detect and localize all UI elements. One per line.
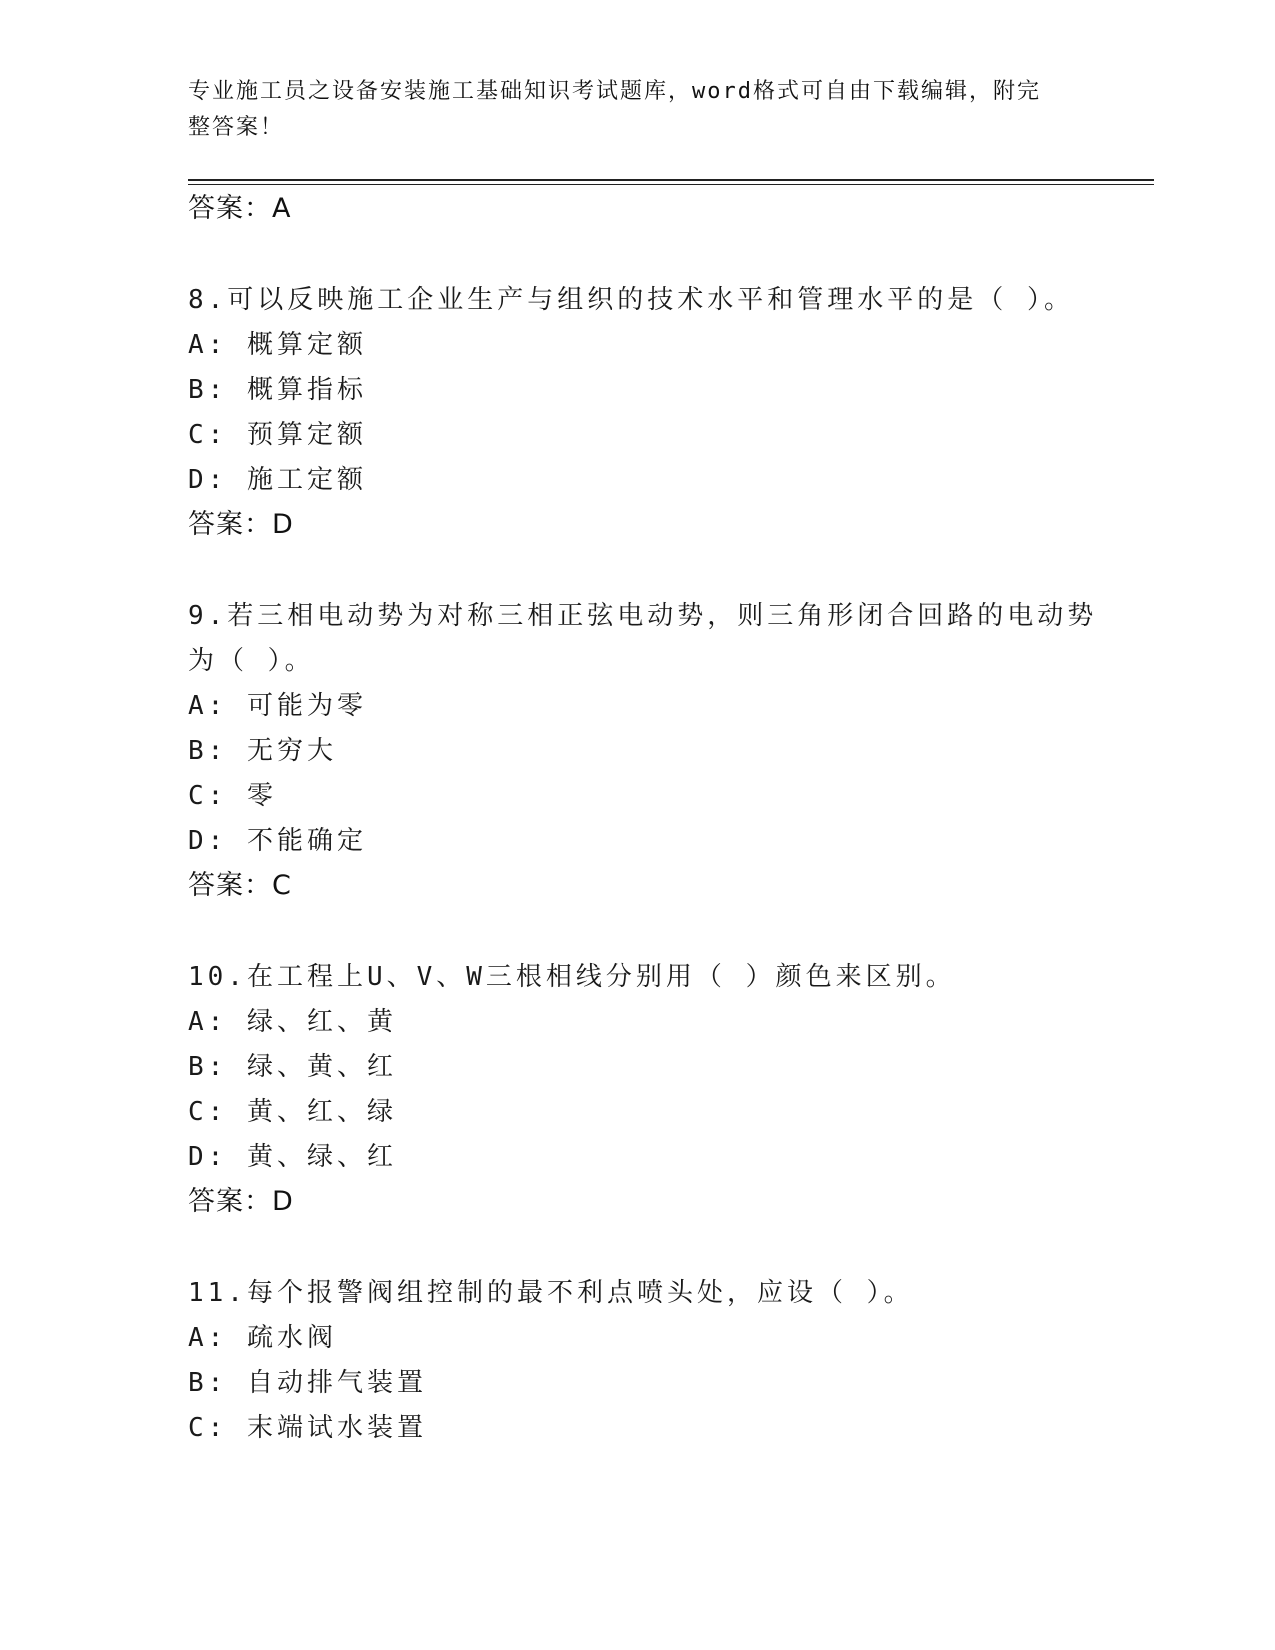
header-rule-thick <box>188 179 1154 181</box>
question-10-option-c: C: 黄、红、绿 <box>188 1097 397 1127</box>
question-9-option-d: D: 不能确定 <box>188 826 367 856</box>
question-9-option-a: A: 可能为零 <box>188 691 367 721</box>
question-8-option-c: C: 预算定额 <box>188 420 367 450</box>
question-9-option-c: C: 零 <box>188 781 277 811</box>
question-11-option-a: A: 疏水阀 <box>188 1323 337 1353</box>
question-10-option-b: B: 绿、黄、红 <box>188 1052 397 1082</box>
answer-q10: 答案：D <box>188 1186 294 1217</box>
answer-q9: 答案：C <box>188 870 292 901</box>
header-line-2: 整答案！ <box>188 115 285 140</box>
question-8-stem: 8.可以反映施工企业生产与组织的技术水平和管理水平的是（ ）。 <box>188 285 1074 315</box>
question-10-option-d: D: 黄、绿、红 <box>188 1142 397 1172</box>
answer-q8: 答案：D <box>188 509 294 540</box>
question-9-option-b: B: 无穷大 <box>188 736 337 766</box>
answer-q7: 答案：A <box>188 193 292 224</box>
question-11-option-c: C: 末端试水装置 <box>188 1413 427 1443</box>
question-8-option-d: D: 施工定额 <box>188 465 367 495</box>
question-10-stem: 10.在工程上U、V、W三根相线分别用（ ）颜色来区别。 <box>188 962 956 992</box>
question-11-option-b: B: 自动排气装置 <box>188 1368 427 1398</box>
header-line-1: 专业施工员之设备安装施工基础知识考试题库，word格式可自由下载编辑，附完 <box>188 79 1041 104</box>
document-header <box>188 74 1068 146</box>
question-8-option-a: A: 概算定额 <box>188 330 367 360</box>
question-11-stem: 11.每个报警阀组控制的最不利点喷头处，应设（ ）。 <box>188 1278 914 1308</box>
question-9-stem-line-2: 为（ ）。 <box>188 646 315 676</box>
question-10-option-a: A: 绿、红、黄 <box>188 1007 397 1037</box>
header-rule-thin <box>188 184 1154 185</box>
question-9-stem-line-1: 9.若三相电动势为对称三相正弦电动势，则三角形闭合回路的电动势 <box>188 601 1098 631</box>
question-8-option-b: B: 概算指标 <box>188 375 367 405</box>
